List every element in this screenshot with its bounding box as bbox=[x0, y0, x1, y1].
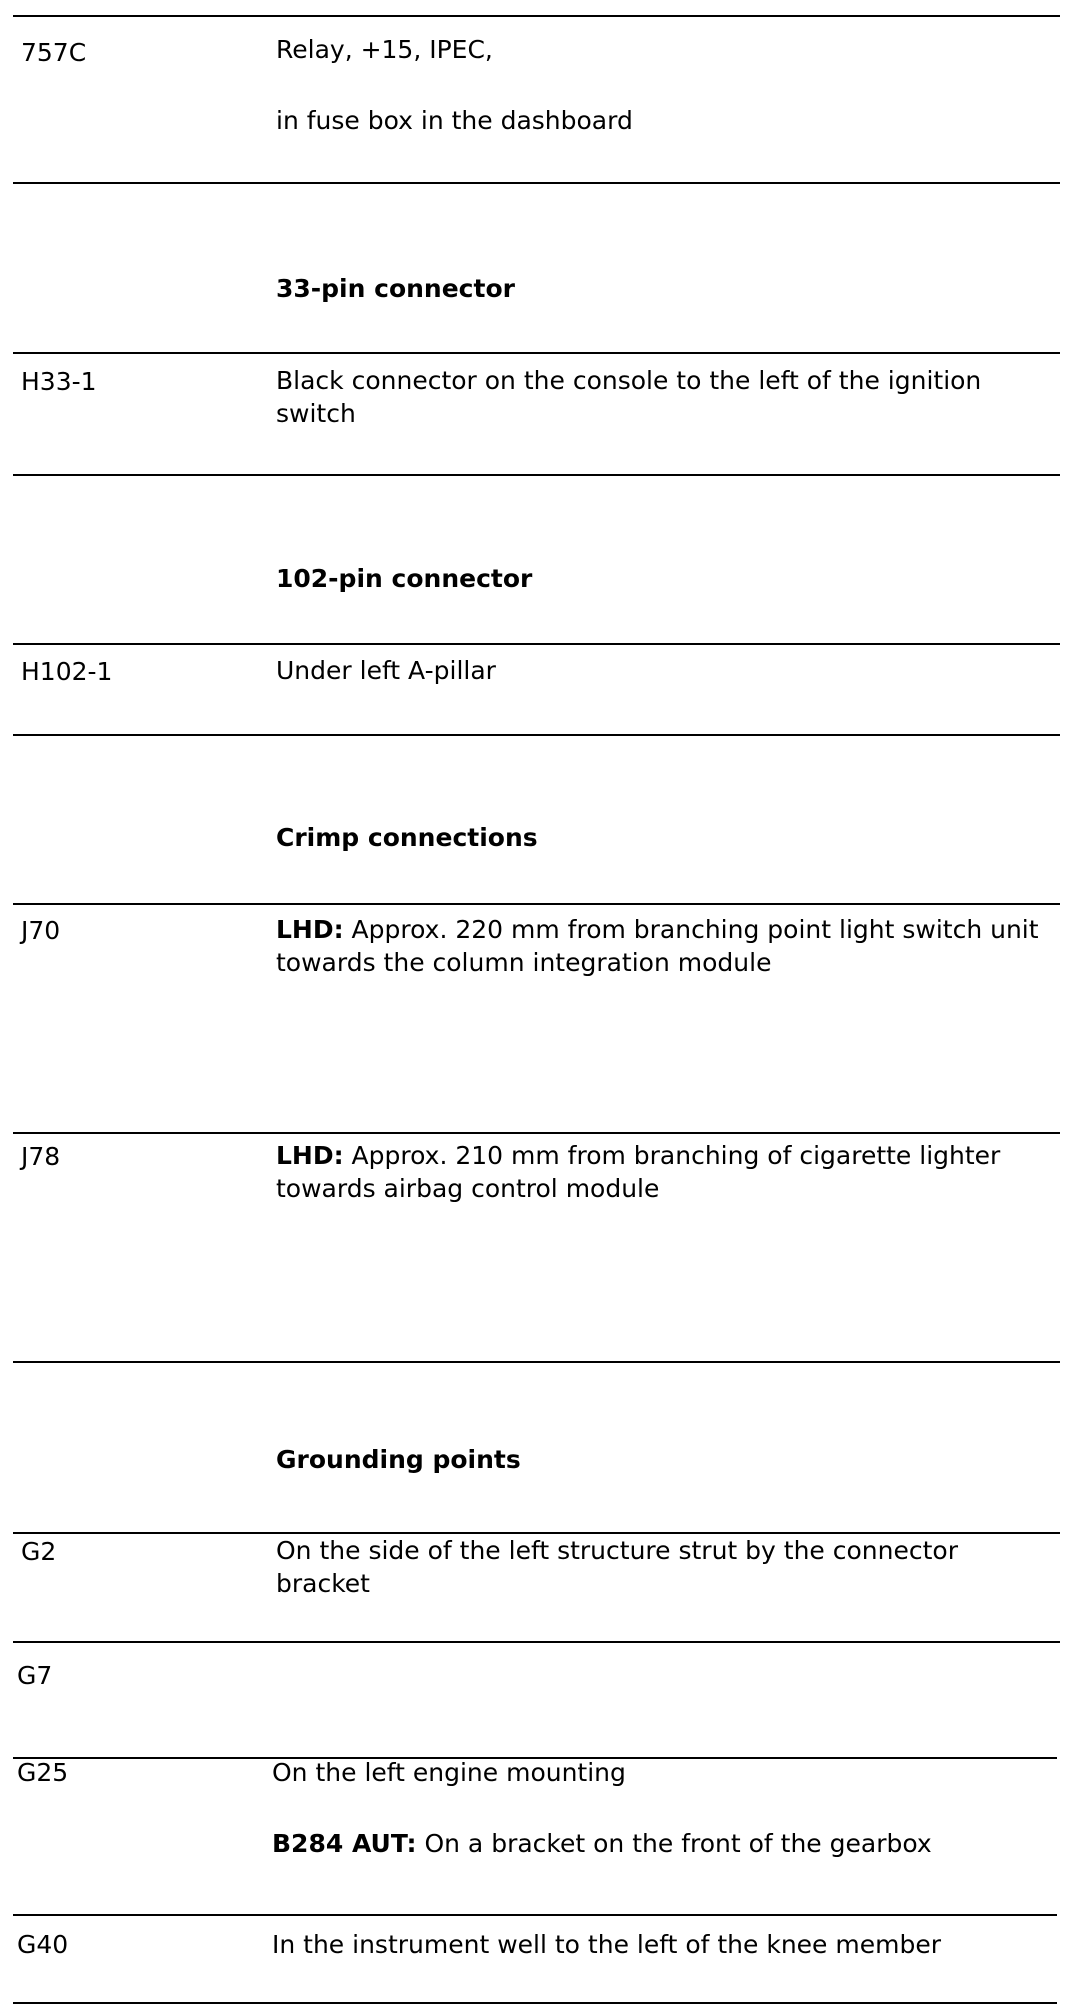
variant-label: LHD: bbox=[276, 1141, 344, 1170]
divider bbox=[13, 1361, 1060, 1363]
component-code: G2 bbox=[21, 1537, 57, 1566]
component-code: G7 bbox=[17, 1661, 53, 1690]
divider bbox=[13, 643, 1060, 645]
component-description: On the side of the left structure strut by the connector bracket bbox=[276, 1536, 958, 1598]
section-heading: Crimp connections bbox=[276, 823, 538, 852]
divider bbox=[13, 15, 1060, 17]
component-description bbox=[276, 913, 1056, 979]
variant-label: B284 AUT: bbox=[272, 1829, 417, 1858]
component-description: Relay, +15, IPEC, bbox=[276, 35, 493, 64]
component-description: Black connector on the console to the left of the ignition switch bbox=[276, 366, 982, 428]
divider bbox=[13, 1641, 1060, 1643]
component-description: in fuse box in the dashboard bbox=[276, 106, 633, 135]
variant-text: On a bracket on the front of the gearbox bbox=[416, 1829, 932, 1858]
variant-text: Approx. 210 mm from branching of cigarette lighter towards airbag control module bbox=[276, 1141, 1001, 1203]
component-description: On the left engine mounting bbox=[272, 1758, 626, 1787]
divider bbox=[13, 734, 1060, 736]
component-code: J70 bbox=[21, 916, 61, 945]
variant-label: LHD: bbox=[276, 915, 344, 944]
component-description: In the instrument well to the left of the knee member bbox=[272, 1930, 941, 1959]
component-code: H102-1 bbox=[21, 657, 113, 686]
component-code: G40 bbox=[17, 1930, 69, 1959]
component-code: H33-1 bbox=[21, 367, 97, 396]
divider bbox=[13, 352, 1060, 354]
component-description bbox=[276, 1139, 1056, 1205]
section-heading: 33-pin connector bbox=[276, 274, 515, 303]
divider bbox=[13, 1914, 1057, 1916]
component-code: J78 bbox=[21, 1142, 61, 1171]
component-code: G25 bbox=[17, 1758, 69, 1787]
section-heading: Grounding points bbox=[276, 1445, 521, 1474]
component-description bbox=[272, 1827, 1052, 1860]
variant-text: Approx. 220 mm from branching point light switch unit towards the column integration module bbox=[276, 915, 1039, 977]
divider bbox=[13, 474, 1060, 476]
component-code: 757C bbox=[21, 38, 87, 67]
divider bbox=[13, 903, 1060, 905]
section-heading: 102-pin connector bbox=[276, 564, 533, 593]
component-description: Under left A-pillar bbox=[276, 656, 496, 685]
divider bbox=[13, 1132, 1060, 1134]
divider bbox=[13, 182, 1060, 184]
